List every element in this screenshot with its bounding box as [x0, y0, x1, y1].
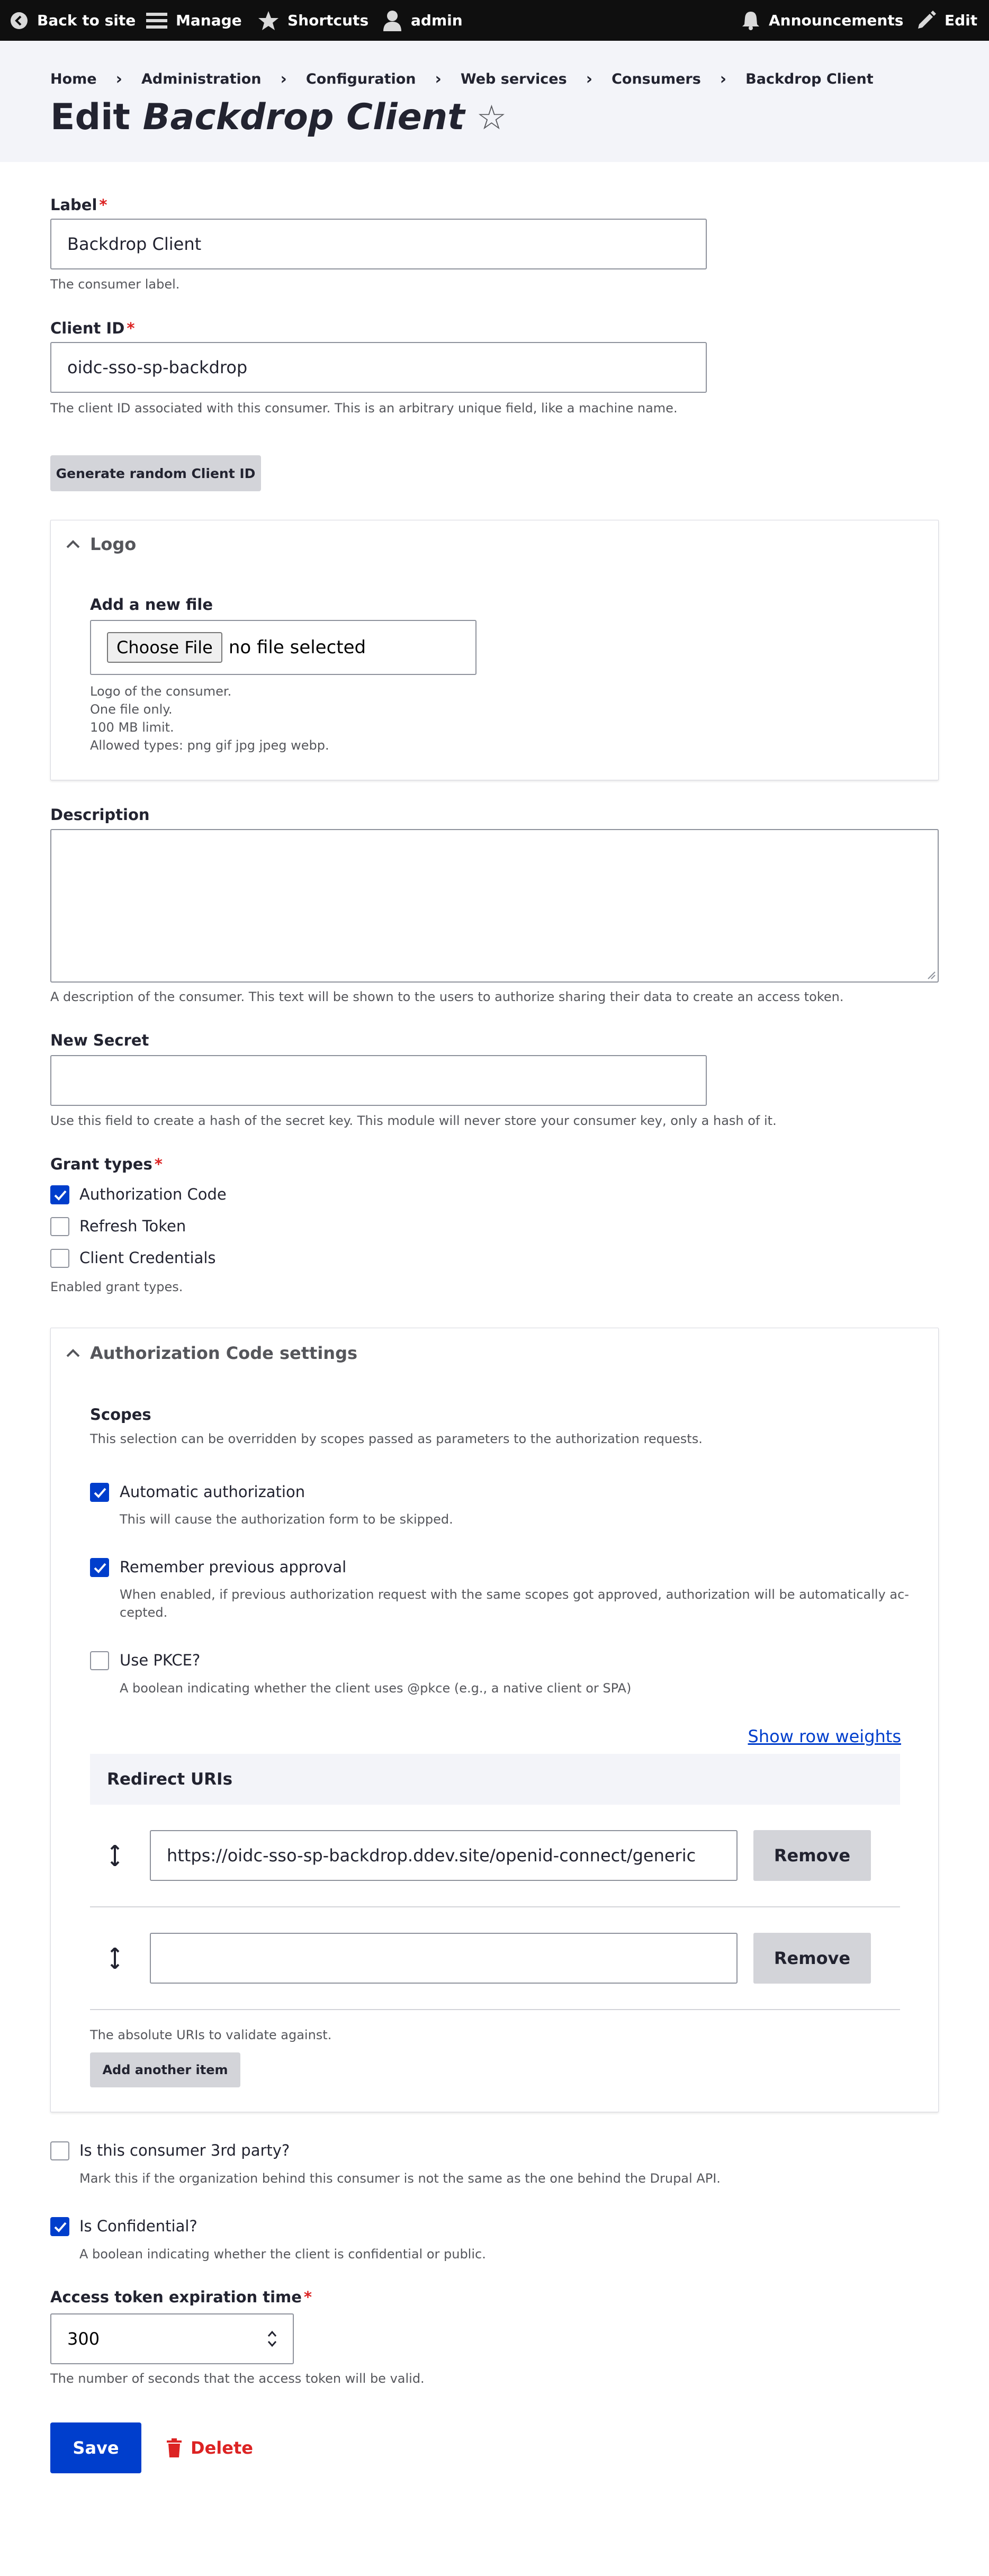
grant-authorization-code-label[interactable]: Authorization Code	[79, 1185, 227, 1203]
checkmark-icon	[94, 1562, 106, 1574]
label-field-title-text: Label	[50, 196, 97, 214]
pencil-icon	[916, 11, 936, 31]
breadcrumb	[50, 68, 874, 89]
show-row-weights-link[interactable]: Show row weights	[748, 1726, 901, 1746]
new-secret-input[interactable]	[50, 1055, 707, 1106]
drag-handle-icon[interactable]	[108, 1948, 122, 1969]
new-secret-field-title: New Secret	[50, 1031, 149, 1049]
checkmark-icon	[54, 1190, 67, 1201]
client-id-field-description: The client ID associated with this consumer. This is an arbitrary unique field, like a machine name.	[50, 401, 678, 416]
choose-file-button[interactable]: Choose File	[107, 632, 222, 663]
token-expiration-title	[50, 2288, 312, 2306]
checkmark-icon	[94, 1487, 106, 1499]
breadcrumb-separator: ›	[280, 69, 287, 88]
manage-label: Manage	[176, 12, 242, 29]
user-label: admin	[411, 12, 463, 29]
chevron-up-icon	[66, 539, 80, 550]
breadcrumb-separator: ›	[435, 69, 442, 88]
auth-code-settings-label: Authorization Code settings	[90, 1343, 358, 1363]
grant-types-title	[50, 1155, 163, 1173]
breadcrumb-administration[interactable]: Administration	[141, 70, 262, 87]
grant-authorization-code-checkbox[interactable]	[50, 1185, 69, 1204]
breadcrumb-separator: ›	[115, 69, 122, 88]
breadcrumb-consumers[interactable]: Consumers	[612, 70, 701, 87]
page-title	[50, 94, 507, 141]
number-spinner-icon[interactable]	[266, 2328, 278, 2349]
client-id-input[interactable]	[50, 342, 707, 393]
use-pkce-checkbox[interactable]	[90, 1651, 109, 1670]
page-header	[0, 41, 989, 162]
shortcuts-label: Shortcuts	[287, 12, 369, 29]
third-party-checkbox[interactable]	[50, 2141, 69, 2160]
automatic-authorization-help: This will cause the authorization form to be skipped.	[120, 1512, 453, 1527]
confidential-help: A boolean indicating whether the client is confidential or public.	[79, 2247, 486, 2262]
automatic-authorization-label[interactable]: Automatic authorization	[120, 1483, 305, 1501]
resize-handle-icon[interactable]	[926, 970, 936, 979]
page-title-prefix: Edit	[50, 96, 130, 138]
breadcrumb-home[interactable]: Home	[50, 70, 97, 87]
auth-code-settings-summary[interactable]	[66, 1343, 357, 1363]
token-expiration-help: The number of seconds that the access token will be valid.	[50, 2371, 425, 2386]
drag-handle-icon[interactable]	[108, 1845, 122, 1866]
client-id-input-value: oidc-sso-sp-backdrop	[67, 357, 248, 377]
required-marker: *	[154, 1155, 163, 1173]
confidential-label[interactable]: Is Confidential?	[79, 2217, 197, 2235]
delete-label: Delete	[191, 2438, 253, 2458]
page-title-name: Backdrop Client	[142, 96, 465, 138]
logo-help-line: 100 MB limit.	[90, 720, 174, 735]
label-input[interactable]	[50, 219, 707, 269]
remove-redirect-uri-button[interactable]: Remove	[753, 1933, 871, 1984]
logo-details	[50, 520, 939, 780]
logo-summary[interactable]	[66, 534, 136, 554]
client-id-field-title	[50, 319, 134, 337]
row-divider	[90, 2009, 900, 2010]
token-expiration-title-text: Access token expiration time	[50, 2288, 302, 2306]
logo-file-input[interactable]	[90, 620, 476, 675]
favorite-star-icon[interactable]: ☆	[476, 98, 507, 138]
remove-redirect-uri-button[interactable]: Remove	[753, 1830, 871, 1881]
grant-types-help: Enabled grant types.	[50, 1280, 183, 1294]
third-party-help: Mark this if the organization behind this consumer is not the same as the one behind the Drupal API.	[79, 2171, 721, 2186]
remember-approval-help-line: When enabled, if previous authorization request with the same scopes got approved, authorization will be automatically ac-	[120, 1587, 909, 1602]
use-pkce-help: A boolean indicating whether the client uses @pkce (e.g., a native client or SPA)	[120, 1681, 632, 1696]
redirect-uris-header: Redirect URIs	[90, 1754, 900, 1805]
grant-client-credentials-checkbox[interactable]	[50, 1249, 69, 1268]
shortcuts-menu[interactable]	[258, 0, 368, 41]
manage-menu[interactable]	[146, 0, 242, 41]
redirect-uri-input[interactable]	[150, 1830, 738, 1881]
back-to-site-link[interactable]	[10, 0, 136, 41]
auth-code-settings-details	[50, 1328, 939, 2112]
required-marker: *	[127, 319, 135, 337]
redirect-uris-help: The absolute URIs to validate against.	[90, 2028, 332, 2042]
breadcrumb-current[interactable]: Backdrop Client	[745, 70, 874, 87]
description-textarea[interactable]	[50, 829, 939, 983]
back-arrow-icon	[10, 11, 29, 30]
required-marker: *	[303, 2288, 312, 2306]
label-field-title	[50, 196, 107, 214]
scopes-help: This selection can be overridden by scopes passed as parameters to the authorization requests.	[90, 1431, 703, 1446]
save-button[interactable]: Save	[50, 2422, 141, 2473]
chevron-up-icon	[66, 1348, 80, 1358]
logo-summary-label: Logo	[90, 534, 137, 554]
trash-icon	[166, 2438, 182, 2457]
delete-link[interactable]	[166, 2436, 253, 2460]
token-expiration-value: 300	[67, 2329, 100, 2349]
logo-help-line: Allowed types: png gif jpg jpeg webp.	[90, 738, 329, 753]
back-to-site-label: Back to site	[37, 12, 136, 29]
required-marker: *	[99, 196, 107, 214]
generate-client-id-button[interactable]: Generate random Client ID	[50, 455, 261, 491]
remember-approval-help-line: cepted.	[120, 1605, 168, 1620]
star-icon	[258, 10, 279, 31]
remember-approval-label[interactable]: Remember previous approval	[120, 1558, 347, 1576]
token-expiration-input[interactable]	[50, 2313, 294, 2364]
label-input-value: Backdrop Client	[67, 234, 202, 254]
grant-client-credentials-label[interactable]: Client Credentials	[79, 1249, 216, 1267]
logo-help-line: One file only.	[90, 702, 173, 717]
scopes-title: Scopes	[90, 1406, 151, 1424]
grant-refresh-token-checkbox[interactable]	[50, 1217, 69, 1236]
description-help: A description of the consumer. This text will be shown to the users to authorize sharing their data to create an access token.	[50, 989, 844, 1004]
admin-toolbar	[0, 0, 989, 41]
breadcrumb-separator: ›	[720, 69, 727, 88]
redirect-uri-value: https://oidc-sso-sp-backdrop.ddev.site/openid-connect/generic	[167, 1845, 696, 1866]
checkmark-icon	[54, 2221, 67, 2233]
automatic-authorization-checkbox[interactable]	[90, 1483, 109, 1502]
edit-toggle[interactable]	[916, 0, 977, 41]
edit-label: Edit	[945, 12, 978, 29]
third-party-label[interactable]: Is this consumer 3rd party?	[79, 2141, 290, 2159]
grant-types-title-text: Grant types	[50, 1155, 152, 1173]
logo-help	[90, 682, 329, 754]
announcements-link[interactable]	[741, 0, 903, 41]
announcements-label: Announcements	[769, 12, 904, 29]
logo-help-line: Logo of the consumer.	[90, 684, 232, 699]
remember-approval-checkbox[interactable]	[90, 1558, 109, 1577]
redirect-uri-input[interactable]	[150, 1933, 738, 1984]
add-another-item-button[interactable]: Add another item	[90, 2052, 240, 2087]
breadcrumb-web-services[interactable]: Web services	[460, 70, 567, 87]
add-file-label: Add a new file	[90, 596, 213, 614]
description-field-title: Description	[50, 806, 150, 824]
row-divider	[90, 1906, 900, 1907]
breadcrumb-separator: ›	[586, 69, 593, 88]
new-secret-help: Use this field to create a hash of the secret key. This module will never store your consumer key, only a hash of it.	[50, 1113, 777, 1128]
no-file-selected-text: no file selected	[228, 637, 366, 658]
grant-refresh-token-label[interactable]: Refresh Token	[79, 1217, 186, 1235]
bell-icon	[741, 11, 760, 31]
breadcrumb-configuration[interactable]: Configuration	[305, 70, 416, 87]
use-pkce-label[interactable]: Use PKCE?	[120, 1651, 201, 1669]
user-icon	[382, 10, 402, 31]
hamburger-icon	[146, 11, 167, 30]
label-field-description: The consumer label.	[50, 277, 180, 292]
user-menu[interactable]	[382, 0, 463, 41]
client-id-field-title-text: Client ID	[50, 319, 125, 337]
remember-approval-help	[120, 1586, 909, 1622]
confidential-checkbox[interactable]	[50, 2217, 69, 2236]
